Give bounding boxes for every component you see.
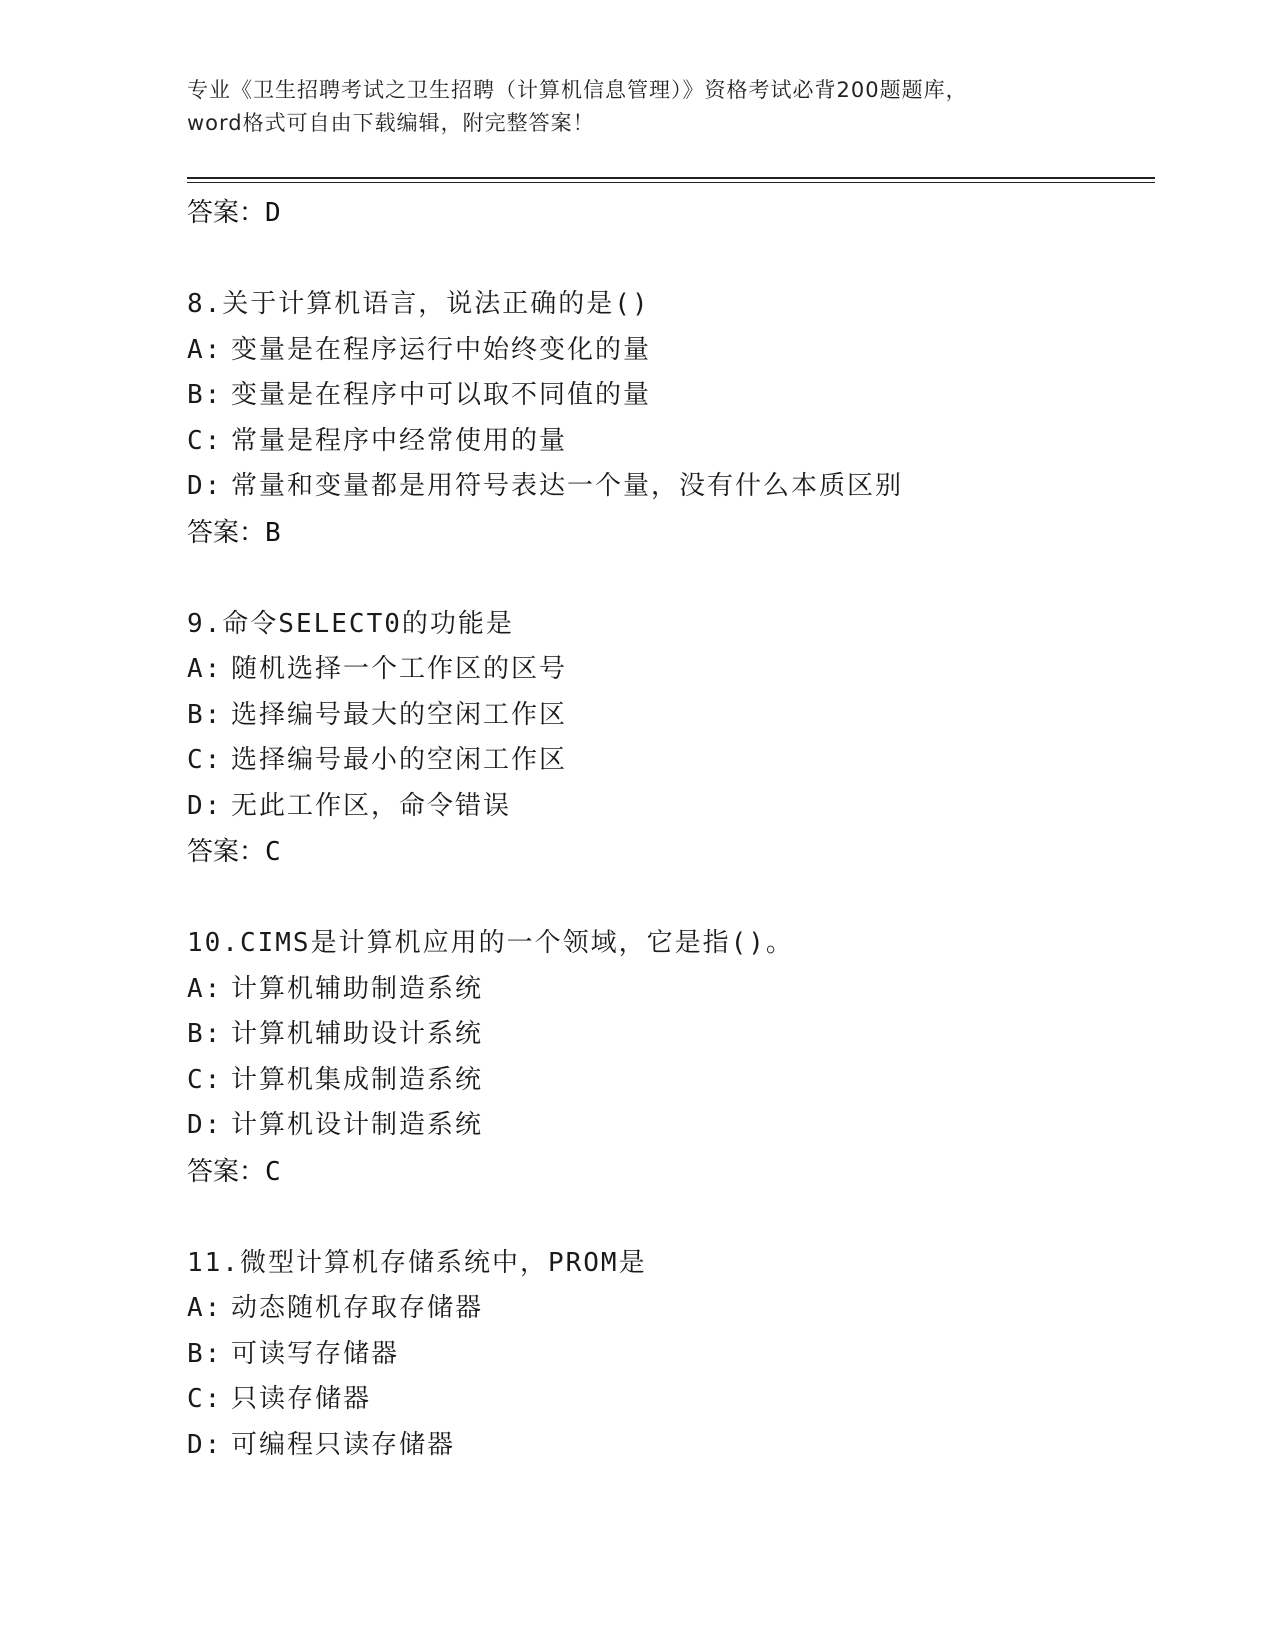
option-text: 计算机集成制造系统 — [231, 1064, 484, 1095]
question-list — [187, 190, 1155, 1468]
answer-label: 答案： — [187, 198, 266, 228]
option-line — [187, 738, 1155, 784]
option-key: B: — [187, 380, 223, 410]
answer-label: 答案： — [187, 1156, 266, 1187]
option-key: D: — [187, 790, 223, 821]
option-line — [187, 419, 1155, 465]
option-key: C: — [187, 1064, 223, 1095]
option-line — [187, 1377, 1155, 1423]
option-line — [187, 1423, 1155, 1469]
header-line-1: 专业《卫生招聘考试之卫生招聘（计算机信息管理）》资格考试必背200题题库， — [187, 78, 968, 102]
option-key: A: — [187, 654, 223, 684]
option-key: C: — [187, 745, 223, 775]
option-line — [187, 373, 1155, 419]
option-text: 变量是在程序运行中始终变化的量 — [231, 334, 652, 365]
question-stem: 11.微型计算机存储系统中，PROM是 — [187, 1247, 647, 1278]
option-line — [187, 647, 1155, 693]
question-block — [187, 1241, 1155, 1469]
option-line — [187, 967, 1155, 1013]
answer-value: C — [265, 1156, 281, 1187]
option-text: 随机选择一个工作区的区号 — [231, 654, 568, 684]
header-line-2: word格式可自由下载编辑，附完整答案！ — [187, 111, 595, 135]
option-key: A: — [187, 1293, 223, 1323]
option-key: D: — [187, 1429, 223, 1460]
option-text: 选择编号最大的空闲工作区 — [231, 699, 568, 730]
option-text: 只读存储器 — [231, 1384, 372, 1414]
option-text: 计算机设计制造系统 — [231, 1110, 484, 1140]
option-line — [187, 784, 1155, 830]
option-line — [187, 1012, 1155, 1058]
option-key: D: — [187, 1110, 223, 1140]
option-key: D: — [187, 471, 223, 501]
answer-line — [187, 829, 1155, 875]
option-text: 可编程只读存储器 — [231, 1429, 456, 1460]
option-text: 常量是程序中经常使用的量 — [231, 425, 568, 456]
option-line — [187, 1286, 1155, 1332]
option-key: B: — [187, 1338, 223, 1369]
question-block — [187, 921, 1155, 1195]
option-line — [187, 1332, 1155, 1378]
option-key: B: — [187, 699, 223, 730]
answer-line — [187, 510, 1155, 556]
question-stem: 10.CIMS是计算机应用的一个领域，它是指()。 — [187, 928, 794, 958]
option-text: 计算机辅助设计系统 — [231, 1019, 484, 1049]
answer-label: 答案： — [187, 837, 266, 867]
answer-value: C — [265, 837, 281, 867]
option-line — [187, 328, 1155, 374]
answer-line — [187, 1149, 1155, 1195]
question-block — [187, 282, 1155, 556]
header-divider — [187, 177, 1155, 183]
option-key: B: — [187, 1019, 223, 1049]
option-text: 计算机辅助制造系统 — [231, 973, 484, 1004]
option-text: 变量是在程序中可以取不同值的量 — [231, 380, 652, 410]
option-key: A: — [187, 973, 223, 1004]
option-key: C: — [187, 425, 223, 456]
question-stem: 8.关于计算机语言，说法正确的是() — [187, 289, 650, 319]
answer-line — [187, 190, 1155, 236]
option-text: 选择编号最小的空闲工作区 — [231, 745, 568, 775]
option-line — [187, 693, 1155, 739]
option-key: C: — [187, 1384, 223, 1414]
option-line — [187, 1103, 1155, 1149]
question-stem: 9.命令SELECT0的功能是 — [187, 608, 514, 639]
option-text: 可读写存储器 — [231, 1338, 400, 1369]
document-header — [187, 74, 1087, 140]
option-text: 动态随机存取存储器 — [231, 1293, 484, 1323]
option-line — [187, 464, 1155, 510]
option-line — [187, 1058, 1155, 1104]
option-key: A: — [187, 334, 223, 365]
question-block — [187, 602, 1155, 876]
answer-value: B — [265, 517, 281, 548]
option-text: 无此工作区，命令错误 — [231, 790, 512, 821]
answer-label: 答案： — [187, 517, 266, 548]
answer-value: D — [265, 198, 281, 228]
option-text: 常量和变量都是用符号表达一个量，没有什么本质区别 — [231, 471, 904, 501]
